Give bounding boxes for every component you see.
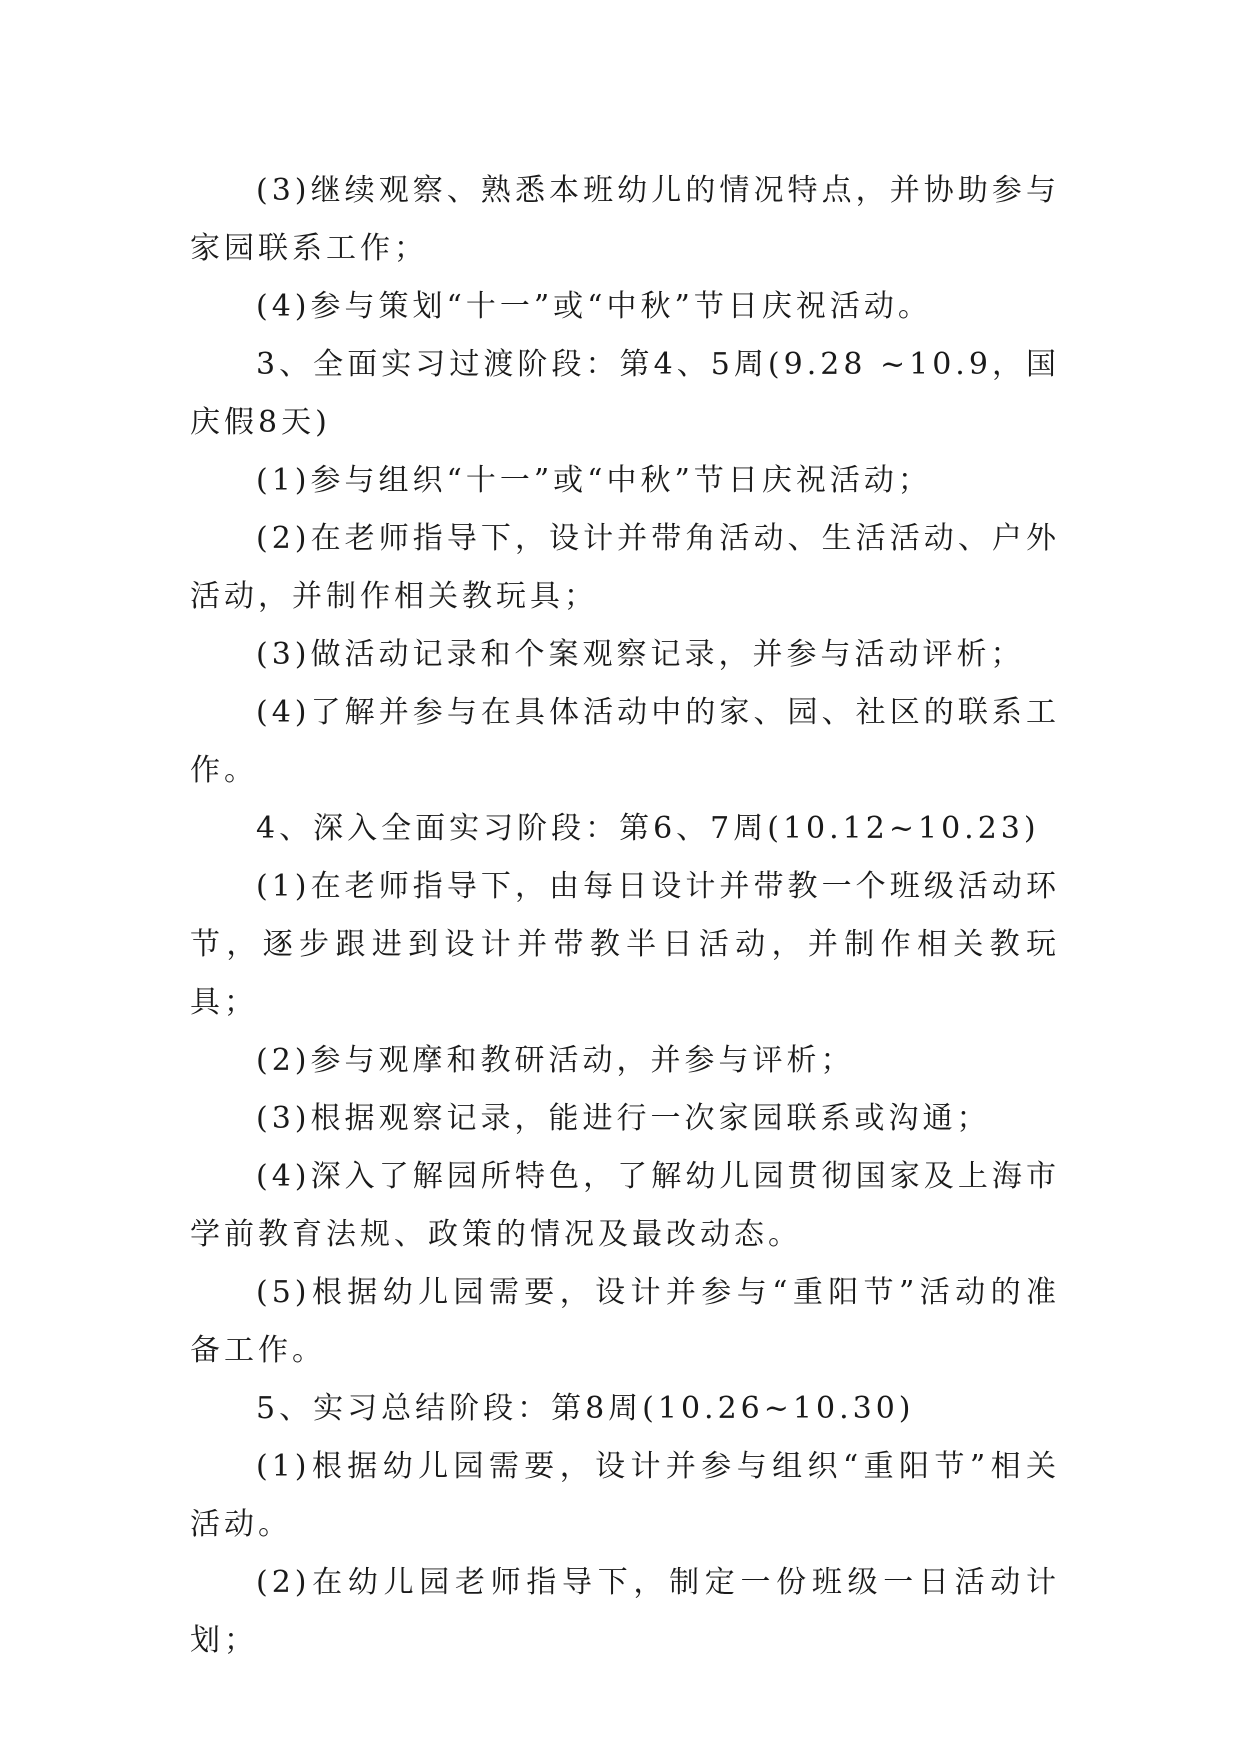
paragraph: (3)做活动记录和个案观察记录，并参与活动评析； [256, 637, 1025, 672]
paragraph: (2)在老师指导下，设计并带角活动、生活活动、户外活动，并制作相关教玩具； [190, 521, 1060, 614]
paragraph: (5)根据幼儿园需要，设计并参与“重阳节”活动的准备工作。 [190, 1275, 1060, 1368]
section-heading: 3、全面实习过渡阶段：第4、5周(9.28 ~10.9，国庆假8天) [190, 347, 1060, 440]
paragraph: (2)在幼儿园老师指导下，制定一份班级一日活动计划； [190, 1565, 1060, 1658]
document-body [190, 162, 1060, 1670]
paragraph: (4)参与策划“十一”或“中秋”节日庆祝活动。 [256, 289, 932, 324]
section-heading: 5、实习总结阶段：第8周(10.26~10.30) [256, 1391, 915, 1426]
paragraph: (1)参与组织“十一”或“中秋”节日庆祝活动； [256, 463, 932, 498]
paragraph: (4)了解并参与在具体活动中的家、园、社区的联系工作。 [190, 695, 1060, 788]
paragraph: (3)继续观察、熟悉本班幼儿的情况特点，并协助参与家园联系工作； [190, 173, 1060, 266]
paragraph: (1)在老师指导下，由每日设计并带教一个班级活动环节，逐步跟进到设计并带教半日活动，并制作相关教玩具； [190, 869, 1060, 1020]
paragraph: (4)深入了解园所特色，了解幼儿园贯彻国家及上海市学前教育法规、政策的情况及最改动态。 [190, 1159, 1060, 1252]
section-heading: 4、深入全面实习阶段：第6、7周(10.12~10.23) [256, 811, 1040, 846]
paragraph: (1)根据幼儿园需要，设计并参与组织“重阳节”相关活动。 [190, 1449, 1060, 1542]
paragraph: (2)参与观摩和教研活动，并参与评析； [256, 1043, 855, 1078]
paragraph: (3)根据观察记录，能进行一次家园联系或沟通； [256, 1101, 991, 1136]
